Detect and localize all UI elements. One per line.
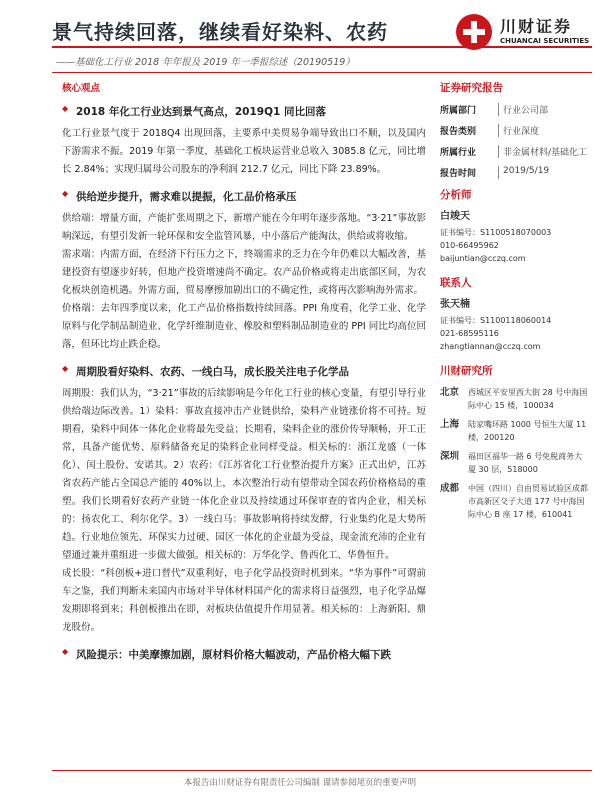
contact-block <box>440 298 590 353</box>
chuancai-logo-icon <box>456 14 492 50</box>
report-subtitle: ——基础化工行业 2018 年年报及 2019 年一季报综述（20190519） <box>56 57 355 68</box>
info-key: 所属行业 <box>440 148 477 158</box>
chuancai-logo <box>456 12 590 52</box>
risk-heading: ◆ 风险提示：中美摩擦加剧，原材料价格大幅波动，产品价格大幅下跌 <box>62 647 426 662</box>
section-2-para-3: 价格端：去年四季度以来，化工产品价格指数持续回落。PPI 角度看，化学工业、化学原料与化学制品制造业、化学纤维制造业、橡胶和塑料制品制造业的 PPI 同比均高位回落，但环比均止跌企稳。 <box>62 303 426 350</box>
address-city: 成都 <box>440 483 460 494</box>
right-column <box>440 80 590 527</box>
info-key: 所属部门 <box>440 106 477 116</box>
footer-divider <box>52 770 592 771</box>
analyst-email[interactable]: baijuntian@cczq.com <box>440 254 526 263</box>
info-value: 行业公司部 <box>498 103 590 116</box>
section-1-para-1: 化工行业景气度于 2018Q4 出现回落，主要系中美贸易争端导致出口不顺，以及国内下游需求不振。2019 年第一季度，基础化工板块运营业总收入 3085.8 亿元，同比增长 2.84%；实现归属母公司股东的净利润 212.7 亿元，同比下降 23.89%。 <box>62 128 426 175</box>
address-city: 上海 <box>440 419 460 430</box>
info-row <box>440 124 590 137</box>
address-item <box>440 482 590 521</box>
contact-email[interactable]: zhangtiannan@cczq.com <box>440 342 541 351</box>
logo-chinese-name: 川财证券 <box>500 17 573 36</box>
logo-english-name: CHUANCAI SECURITIES <box>500 37 590 45</box>
info-value: 非金属材料/基础化工 <box>498 145 590 158</box>
core-view-label: 核心观点 <box>62 83 101 94</box>
contact-name: 张天楠 <box>440 299 470 310</box>
address-item <box>440 386 590 412</box>
section-3-para-2: 成长股：“科创板+进口替代”双重利好，电子化学品投资时机到来。“华为事件”可谓前车之鉴，我们判断未来国内市场对半导体材料国产化的需求将日益强烈，电子化学品爆发期即将到来；科创板推出在即，对板块估值提升作用显著。相关标的：上海新阳、鼎龙股份。 <box>62 568 426 633</box>
info-row <box>440 145 590 158</box>
info-key: 报告时间 <box>440 169 477 179</box>
info-value: 2019/5/19 <box>498 166 590 179</box>
institute-label: 川财研究所 <box>440 365 493 377</box>
address-city: 深圳 <box>440 451 460 462</box>
address-text: 西城区平安里西大街 28 号中海国际中心 15 楼，100034 <box>468 388 588 410</box>
report-title: 景气持续回落，继续看好染料、农药 <box>52 20 388 44</box>
section-3-para-1: 周期股：我们认为，“3·21”事故的后续影响是今年化工行业的核心变量，有望引导行业供给端边际改善。1）染料：事故直接冲击产业链供给，染料产业链涨价将不可持。短期看，染料中间体一体化企业将最先受益；长期看，染料企业的涨价传导顺畅，开工正常，具备产能优势、原料储备充足的染料企业同样受益。相关标的：浙江龙盛（一体化）、闰土股份、安诺其。2）农药：《江苏省化工行业整治提升方案》正式出炉，江苏省农药产能占全国总产能的 40%以上，本次整治行动有望带动全国农药价格格局的重塑。我们长期看好农药产业链一体化企业以及持续通过环保审查的省内企业，相关标的：扬农化工、利尔化学。3）一线白马：事故影响将持续发酵，行业集约化是大势所趋。行业地位领先、环保实力过硬、园区一体化的企业最为受益，现金流充沛的企业有望通过兼并重组进一步做大做强。相关标的：万华化学、鲁西化工、华鲁恒升。 <box>62 388 426 561</box>
analyst-name: 白竣天 <box>440 211 470 222</box>
report-type-label: 证券研究报告 <box>440 82 503 94</box>
info-value: 行业深度 <box>498 124 590 137</box>
page-footer: 本报告由川财证券有限责任公司编制 谨请参阅尾页的重要声明 <box>183 778 417 788</box>
contact-cert: 证书编号：S1100118060014 <box>440 316 552 325</box>
analyst-phone: 010-66495962 <box>440 241 499 250</box>
address-text: 陆家嘴环路 1000 号恒生大厦 11 楼，200120 <box>468 420 587 442</box>
section-2-heading: ◆ 供给逆步提升，需求难以提振，化工品价格承压 <box>62 189 426 204</box>
address-item <box>440 418 590 444</box>
contact-phone: 021-68595116 <box>440 329 499 338</box>
section-3-heading: ◆ 周期股看好染料、农药、一线白马，成长股关注电子化学品 <box>62 364 426 379</box>
section-1-heading: ◆ 2018 年化工行业达到景气高点，2019Q1 同比回落 <box>62 104 426 119</box>
analyst-cert: 证书编号：S1100518070003 <box>440 228 552 237</box>
left-column <box>62 80 426 668</box>
address-text: 中国（四川）自由贸易试验区成都市高新区交子大道 177 号中海国际中心 B 座 17 楼，610041 <box>468 484 588 519</box>
contact-label: 联系人 <box>440 277 472 289</box>
subtitle-divider <box>52 72 592 73</box>
address-item <box>440 450 590 476</box>
section-2-para-2: 需求端：内需方面，在经济下行压力之下，终端需求的乏力在今年仍难以大幅改善，基建投资有望逐步好转，但地产投资增速尚不确定。农产品价格或将走出底部区间，为农化板块创造机遇。外需方面，贸易摩擦加剧出口的不确定性，或将再次影响海外需求。 <box>62 249 426 296</box>
section-2-para-1: 供给端：增量方面，产能扩张周期之下，新增产能在今年明年逐步落地。“3·21”事故影响深远，有望引发新一轮环保和安全监管风暴，中小落后产能淘汰，供给或将收缩。 <box>62 213 426 242</box>
analyst-label: 分析师 <box>440 189 472 201</box>
address-text: 福田区福华一路 6 号免税商务大厦 30 层，518000 <box>468 452 583 474</box>
address-city: 北京 <box>440 387 460 398</box>
info-key: 报告类别 <box>440 127 477 137</box>
analyst-block <box>440 210 590 265</box>
info-row <box>440 103 590 116</box>
info-row <box>440 166 590 179</box>
